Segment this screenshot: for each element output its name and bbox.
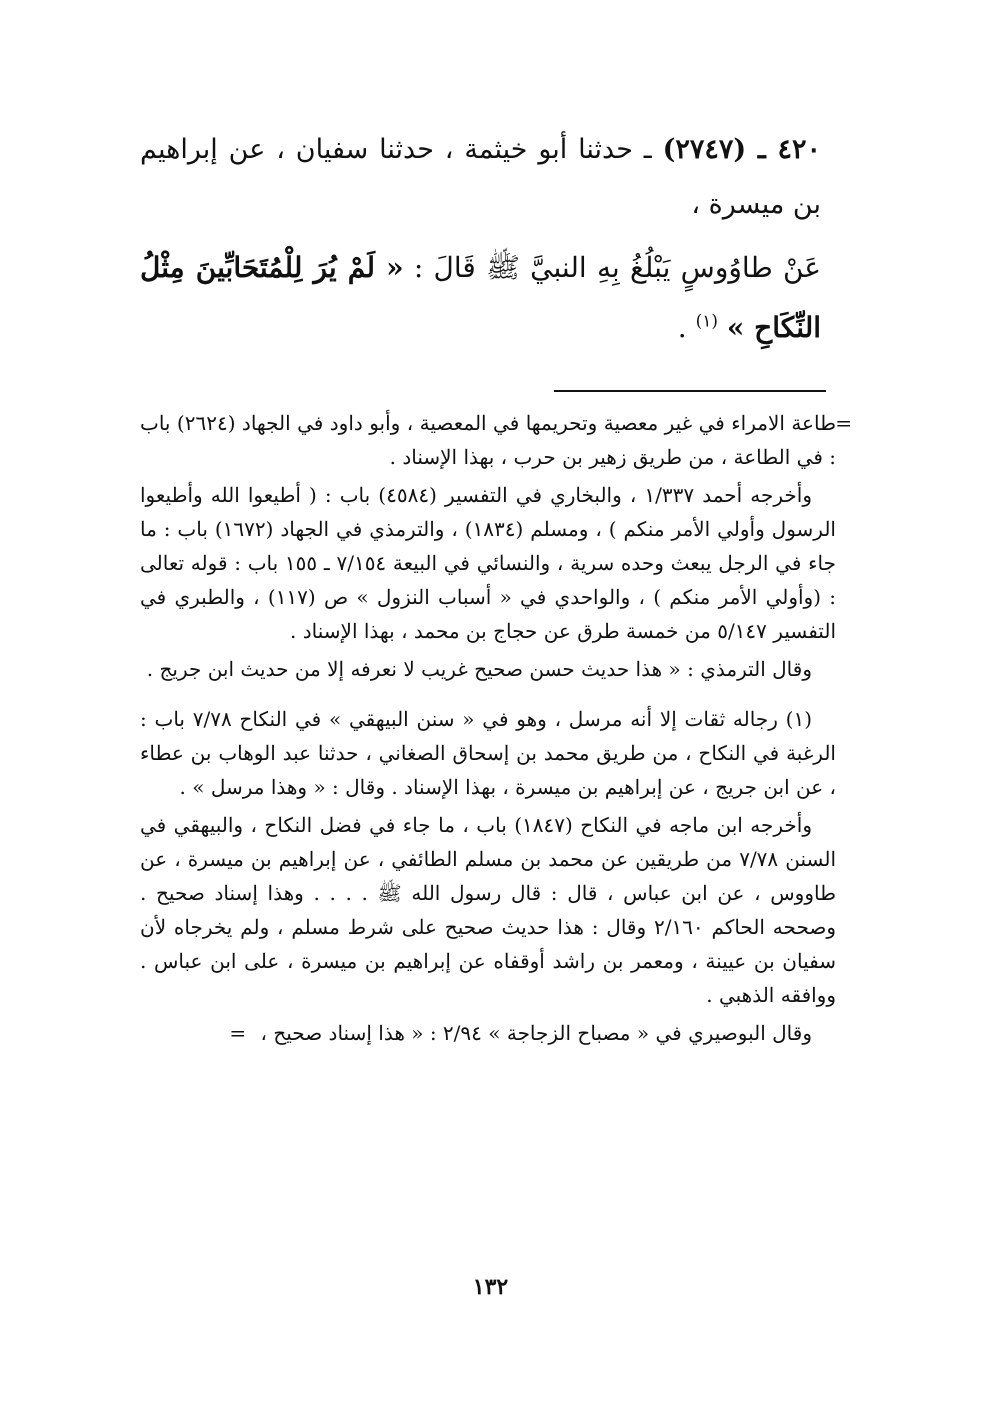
footnote-paragraph	[140, 652, 836, 686]
footnotes	[140, 406, 852, 1054]
matn-quote: « لَمْ يُرَ لِلْمُتَحَابِّينَ مِثْلُ النِّكَاحِ »	[140, 251, 821, 344]
footnote-text: وقال البوصيري في « مصباح الزجاجة » ٢/٩٤ : « هذا إسناد صحيح ،	[260, 1021, 812, 1045]
footnote-paragraph	[140, 478, 836, 648]
matn-intro: عَنْ طاوُوسٍ يَبْلُغُ بِهِ النبيَّ ﷺ قَالَ :	[413, 251, 822, 284]
footnote-paragraph	[140, 1016, 836, 1050]
continuation-mark-end: =	[229, 1021, 247, 1045]
matn-end: .	[677, 311, 687, 344]
footnote-reference: (١)	[695, 311, 719, 332]
page-number: ١٣٢	[472, 1274, 509, 1300]
footnote-text: (١) رجاله ثقات إلا أنه مرسل ، وهو في « سنن البيهقي » في النكاح ٧/٧٨ باب : الرغبة في النكاح ، من طريق محمد بن إسحاق الصغاني ، حدثنا عبد الوهاب بن عطاء ، عن ابن جريج ، عن إبراهيم بن ميسرة ، بهذا الإسناد . وقال : « وهذا مرسل » .	[140, 707, 836, 799]
footnote-text: طاعة الامراء في غير معصية وتحريمها في المعصية ، وأبو داود في الجهاد (٢٦٢٤) باب : في الطاعة ، من طريق زهير بن حرب ، بهذا الإسناد .	[140, 411, 836, 469]
isnad-text: ـ حدثنا أبو خيثمة ، حدثنا سفيان ، عن إبراهيم بن ميسرة ،	[140, 134, 821, 220]
hadith-matn	[140, 238, 821, 358]
footnote-one	[140, 702, 836, 804]
hadith-number: ٤٢٠ ـ (٢٧٤٧)	[662, 134, 821, 165]
hadith-isnad	[140, 122, 821, 232]
main-text	[140, 122, 821, 358]
footnote-text: وقال الترمذي : « هذا حديث حسن صحيح غريب لا نعرفه إلا من حديث ابن جريج .	[146, 657, 812, 681]
continuation-mark-start: =	[835, 411, 852, 435]
footnote-text: وأخرجه أحمد ١/٣٣٧ ، والبخاري في التفسير (٤٥٨٤) باب : ( أطيعوا الله وأطيعوا الرسول وأولي الأمر منكم ) ، ومسلم (١٨٣٤) ، والترمذي في الجهاد (١٦٧٢) باب : ما جاء في الرجل يبعث وحده سرية ، والنسائي في البيعة ٧/١٥٤ ـ ١٥٥ باب : قوله تعالى : (وأولي الأمر منكم ) ، والواحدي في « أسباب النزول » ص (١١٧) ، والطبري في التفسير ٥/١٤٧ من خمسة طرق عن حجاج بن محمد ، بهذا الإسناد .	[140, 483, 837, 643]
footnote-continuation-block	[140, 406, 852, 474]
footnote-text: وأخرجه ابن ماجه في النكاح (١٨٤٧) باب ، ما جاء في فضل النكاح ، والبيهقي في السنن ٧/٧٨ من طريقين عن محمد بن مسلم الطائفي ، عن إبراهيم بن ميسرة ، عن طاووس ، عن ابن عباس ، قال : قال رسول الله ﷺ . . . . وهذا إسناد صحيح . وصححه الحاكم ٢/١٦٠ وقال : هذا حديث صحيح على شرط مسلم ، ولم يخرجاه لأن سفيان بن عيينة ، ومعمر بن راشد أوقفاه عن إبراهيم بن ميسرة ، على ابن عباس . ووافقه الذهبي .	[140, 813, 836, 1007]
footnote-divider	[554, 390, 826, 392]
footnote-paragraph	[140, 808, 836, 1012]
